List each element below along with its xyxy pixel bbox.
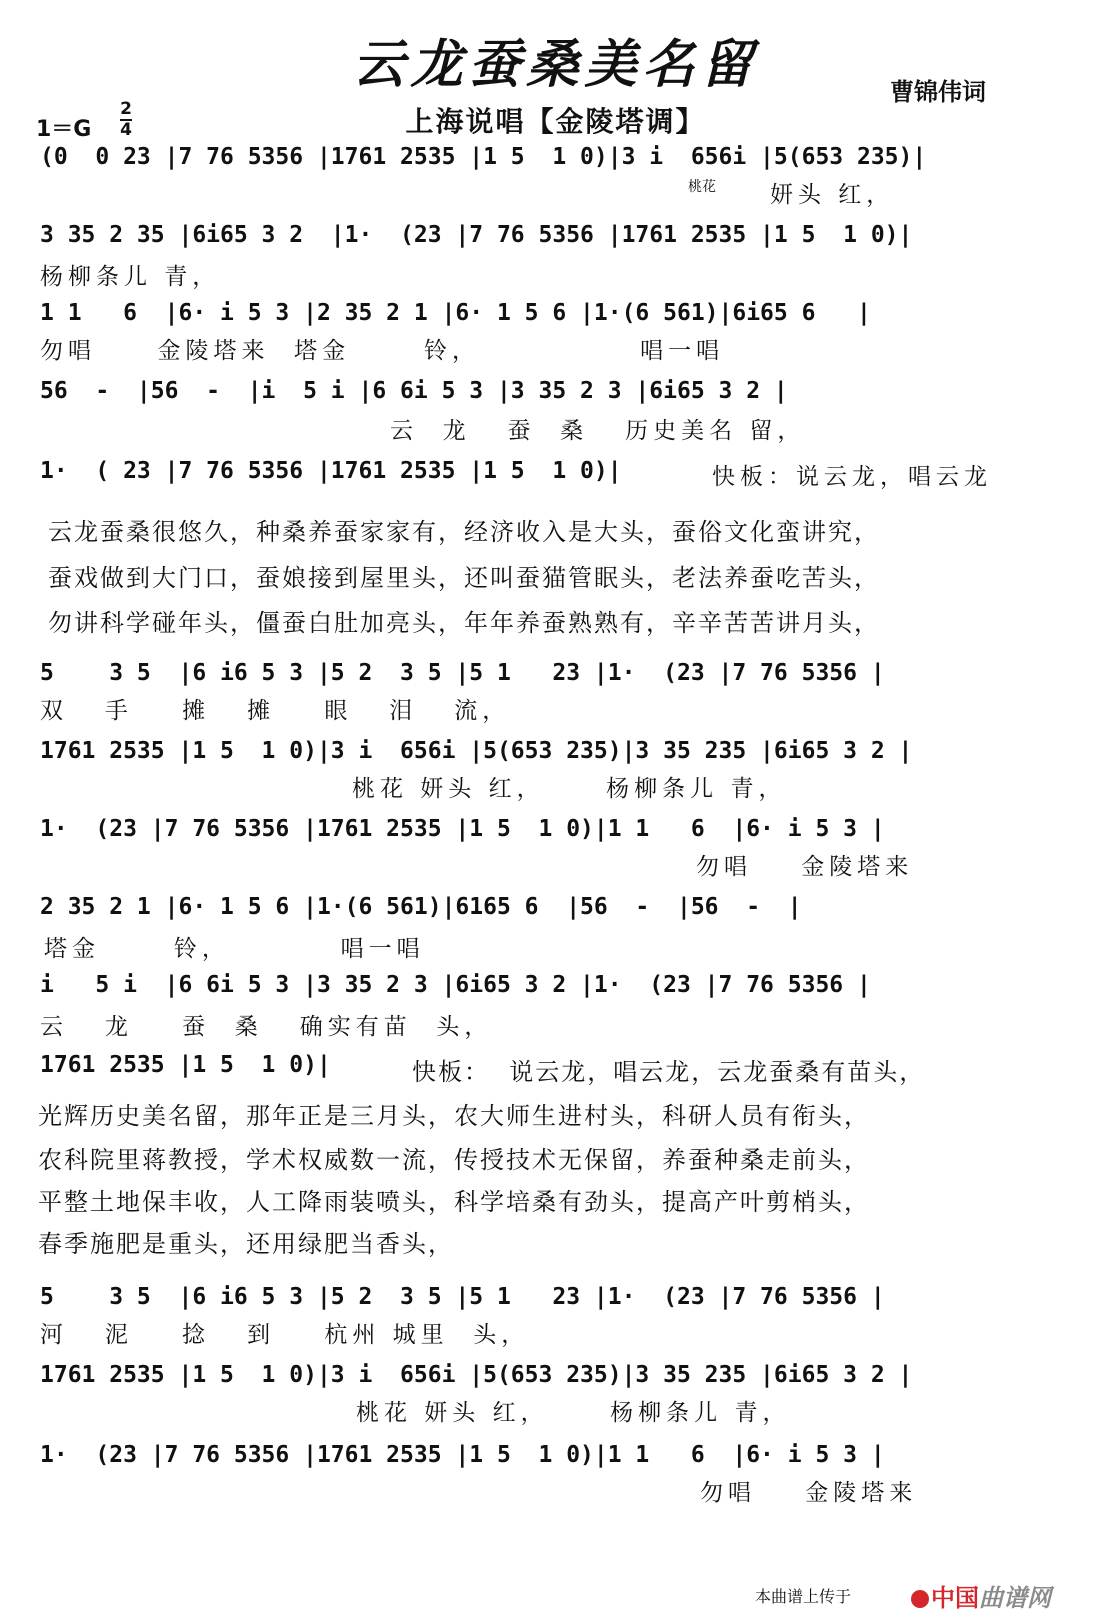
- verse-line: 光辉历史美名留，那年正是三月头，农大师生进村头，科研人员有衔头，: [38, 1102, 870, 1130]
- notation-line: 1761 2535 |1 5 1 0)|: [40, 1052, 331, 1078]
- notation-line: 1· (23 |7 76 5356 |1761 2535 |1 5 1 0)|1 1 6 |6· i 5 3 |: [40, 816, 885, 842]
- lyric-line: 勿唱 金陵塔来 塔金 铃， 唱一唱: [40, 338, 725, 364]
- footer-upload-text: 本曲谱上传于: [754, 1587, 851, 1606]
- notation-line: 1761 2535 |1 5 1 0)|3 i 656i |5(653 235)|3 35 235 |6i65 3 2 |: [40, 1362, 913, 1388]
- verse-line: 勿讲科学碰年头，僵蚕白肚加亮头，年年养蚕熟熟有，辛辛苦苦讲月头，: [48, 609, 880, 637]
- verse-line: 云龙蚕桑很悠久，种桑养蚕家家有，经济收入是大头，蚕俗文化蛮讲究，: [48, 518, 880, 546]
- lyric-line: 塔金 铃， 唱一唱: [44, 936, 425, 962]
- lyric-line: 云 龙 蚕 桑 确实有苗 头，: [40, 1014, 493, 1040]
- lyric-line: 勿唱 金陵塔来: [700, 1480, 918, 1506]
- lyric-line: 桃花: [688, 179, 716, 195]
- notation-line: 56 - |56 - |i 5 i |6 6i 5 3 |3 35 2 3 |6i65 3 2 |: [40, 378, 788, 404]
- lyric-line: 云 龙 蚕 桑 历史美名 留，: [390, 418, 806, 444]
- lyric-line: 河 泥 捻 到 杭州 城里 头，: [40, 1322, 530, 1348]
- lyricist-credit: 曹锦伟词: [890, 78, 986, 106]
- meter-bottom: 4: [120, 120, 132, 140]
- notation-line: 5 3 5 |6 i6 5 3 |5 2 3 5 |5 1 23 |1· (23 |7 76 5356 |: [40, 1284, 885, 1310]
- verse-line: 农科院里蒋教授，学术权威数一流，传授技术无保留，养蚕种桑走前头，: [38, 1146, 870, 1174]
- notation-line: 3 35 2 35 |6i65 3 2 |1· (23 |7 76 5356 |1761 2535 |1 5 1 0)|: [40, 222, 913, 248]
- lyric-line: 杨柳条儿 青，: [40, 264, 221, 290]
- logo-text-b: 曲谱网: [979, 1584, 1051, 1612]
- time-signature: [120, 100, 132, 140]
- verse-line: 快板： 说云龙，唱云龙，云龙蚕桑有苗头，: [412, 1058, 926, 1086]
- meter-top: 2: [120, 99, 132, 119]
- verse-line: 蚕戏做到大门口，蚕娘接到屋里头，还叫蚕猫管眠头，老法养蚕吃苦头，: [48, 564, 880, 592]
- lyric-line: 双 手 摊 摊 眼 泪 流，: [40, 698, 511, 724]
- lyric-line: 快板：说云龙，唱云龙: [712, 464, 992, 490]
- notation-line: 1 1 6 |6· i 5 3 |2 35 2 1 |6· 1 5 6 |1·(6 561)|6i65 6 |: [40, 300, 871, 326]
- lyric-line: 妍头 红，: [770, 182, 895, 208]
- lyric-line: 勿唱 金陵塔来: [696, 854, 914, 880]
- notation-line: (0 0 23 |7 76 5356 |1761 2535 |1 5 1 0)|3 i 656i |5(653 235)|: [40, 144, 927, 170]
- verse-line: 春季施肥是重头，还用绿肥当香头，: [38, 1230, 454, 1258]
- notation-line: 1· (23 |7 76 5356 |1761 2535 |1 5 1 0)|1 1 6 |6· i 5 3 |: [40, 1442, 885, 1468]
- lyric-line: 桃花 妍头 红， 杨柳条儿 青，: [356, 1400, 791, 1426]
- notation-line: 1· ( 23 |7 76 5356 |1761 2535 |1 5 1 0)|: [40, 458, 622, 484]
- logo-text-a: 中国: [931, 1584, 979, 1612]
- song-title: 云龙蚕桑美名留: [352, 34, 759, 95]
- key-signature: 1＝G: [36, 117, 92, 142]
- notation-line: i 5 i |6 6i 5 3 |3 35 2 3 |6i65 3 2 |1· (23 |7 76 5356 |: [40, 972, 871, 998]
- song-subtitle: 上海说唱【金陵塔调】: [405, 105, 706, 138]
- footer-logo: [911, 1578, 1051, 1613]
- notation-line: 5 3 5 |6 i6 5 3 |5 2 3 5 |5 1 23 |1· (23 |7 76 5356 |: [40, 660, 885, 686]
- notation-line: 1761 2535 |1 5 1 0)|3 i 656i |5(653 235)|3 35 235 |6i65 3 2 |: [40, 738, 913, 764]
- verse-line: 平整土地保丰收，人工降雨装喷头，科学培桑有劲头，提高产叶剪梢头，: [38, 1188, 870, 1216]
- lyric-line: 桃花 妍头 红， 杨柳条儿 青，: [352, 776, 787, 802]
- site-logo-icon: [911, 1590, 929, 1608]
- notation-line: 2 35 2 1 |6· 1 5 6 |1·(6 561)|6165 6 |56 - |56 - |: [40, 894, 802, 920]
